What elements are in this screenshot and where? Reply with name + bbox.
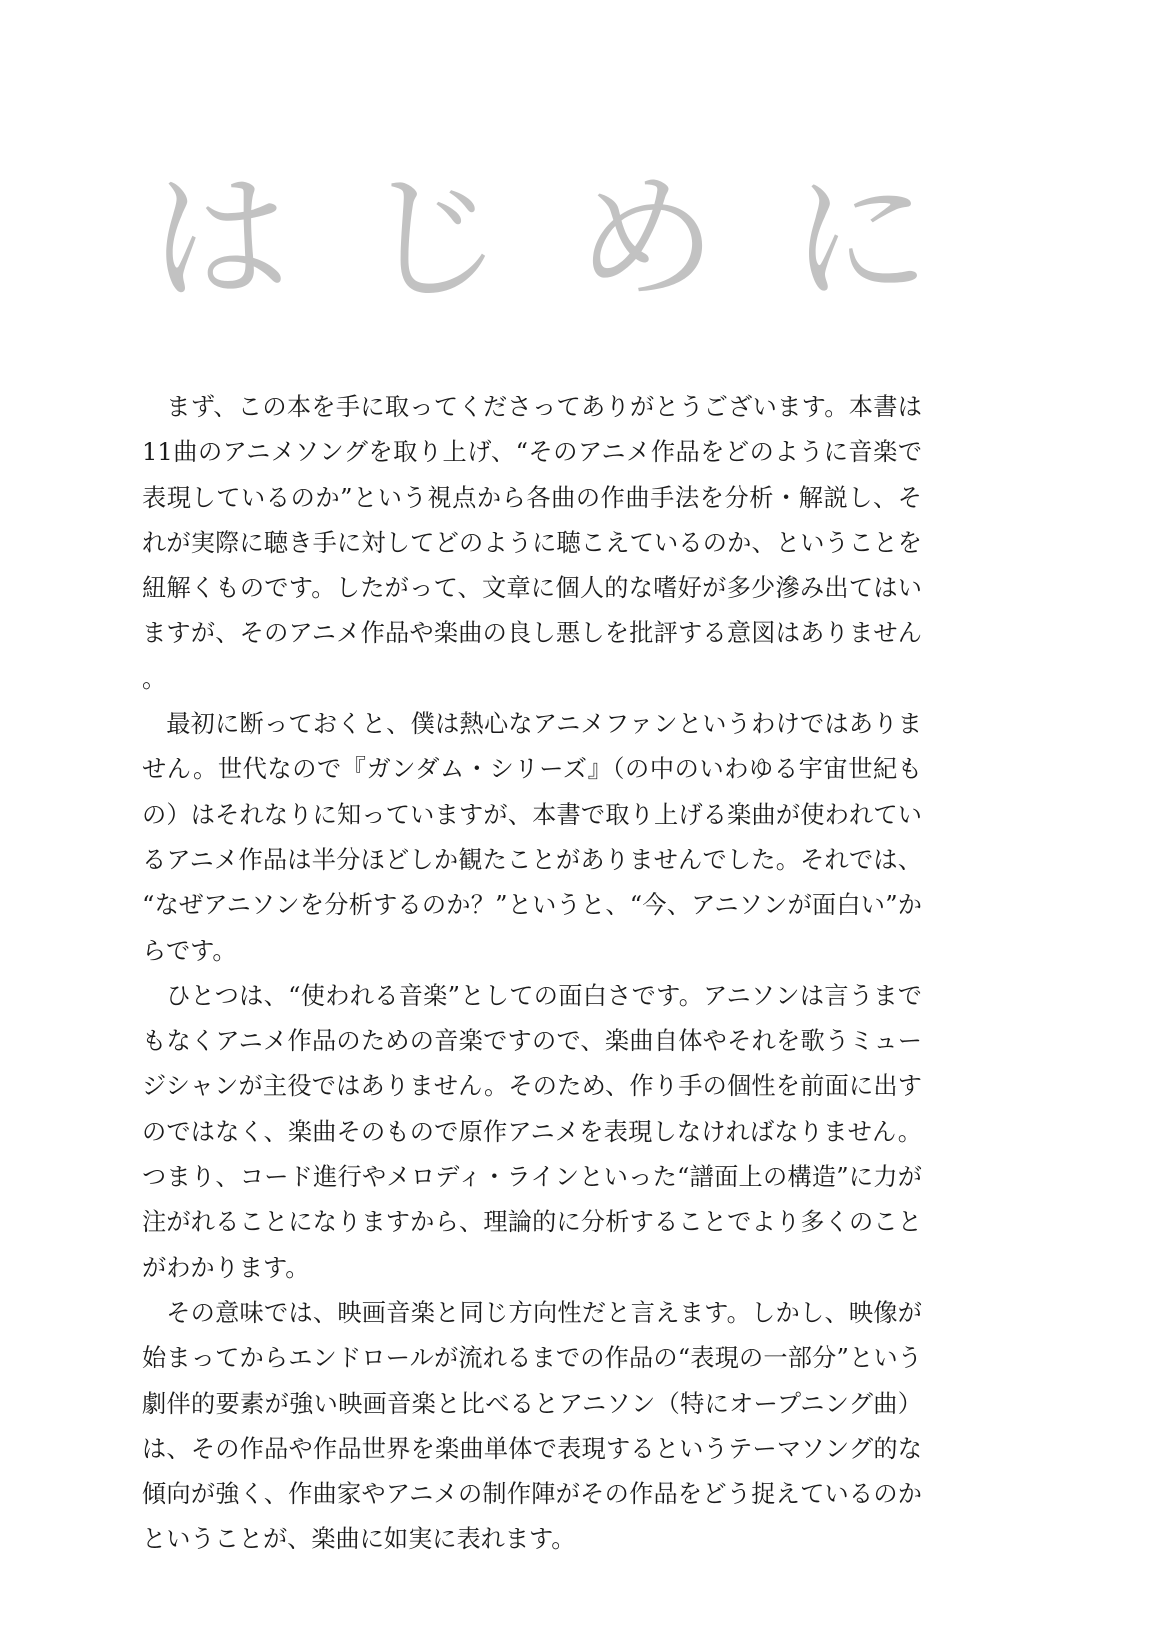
title-char-1: は: [150, 158, 291, 321]
title-char-4: に: [789, 158, 930, 321]
paragraph-3: ひとつは、“使われる音楽”としての面白さです。アニソンは言うまでもなくアニメ作品のための音楽ですので、楽曲自体やそれを歌うミュージシャンが主役ではありません。そのため、作り手の個性を前面に出すのではなく、楽曲そのもので原作アニメを表現しなければなりません。つまり、コード進行やメロディ・ラインといった“譜面上の構造”に力が注がれることになりますから、理論的に分析することでより多くのことがわかります。: [142, 981, 922, 1282]
paragraph-4: その意味では、映画音楽と同じ方向性だと言えます。しかし、映像が始まってからエンドロールが流れるまでの作品の“表現の一部分”という劇伴的要素が強い映画音楽と比べるとアニソン（特にオープニング曲）は、その作品や作品世界を楽曲単体で表現するというテーマソング的な傾向が強く、作曲家やアニメの制作陣がその作品をどう捉えているのかということが、楽曲に如実に表れます。: [142, 1298, 922, 1554]
paragraph-1: まず、この本を手に取ってくださってありがとうございます。本書は11曲のアニメソングを取り上げ、“そのアニメ作品をどのように音楽で表現しているのか”という視点から各曲の作曲手法を分析・解説し、それが実際に聴き手に対してどのように聴こえているのか、ということを紐解くものです。したがって、文章に個人的な嗜好が多少滲み出てはいますが、そのアニメ作品や楽曲の良し悪しを批評する意図はありません。: [142, 393, 923, 693]
paragraph-2: 最初に断っておくと、僕は熱心なアニメファンというわけではありません。世代なので『ガンダム・シリーズ』（の中のいわゆる宇宙世紀もの）はそれなりに知っていますが、本書で取り上げる楽曲が使われているアニメ作品は半分ほどしか観たことがありませんでした。それでは、“なぜアニソンを分析するのか？”というと、“今、アニソンが面白い”からです。: [142, 710, 922, 965]
page-title: [150, 160, 930, 320]
title-char-2: じ: [363, 158, 504, 321]
body-text: [142, 385, 922, 1563]
title-char-3: め: [576, 158, 717, 321]
